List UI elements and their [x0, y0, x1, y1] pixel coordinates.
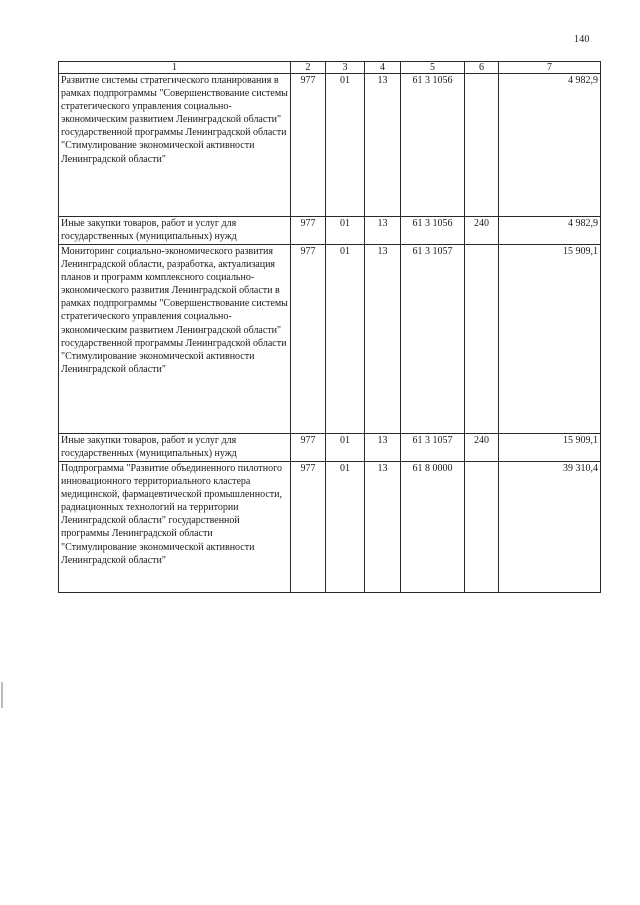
table-header [59, 62, 601, 74]
column-header-6: 6 [465, 62, 499, 74]
row-description: Мониторинг социально-экономического развития Ленинградской области, разработка, актуализация планов и программ комплексного социально-экономического развития Ленинградской области в рамках подпрограммы "Совершенствование системы стратегического управления социально-экономическим развитием Ленинградской области" государственной программы Ленинградской области "Стимулирование экономической активности Ленинградской области" [59, 245, 291, 434]
row-description: Подпрограмма "Развитие объединенного пилотного инновационного территориального кластера медицинской, фармацевтической промышленности, радиационных технологий на территории Ленинградской области" государственной программы Ленинградской области "Стимулирование экономической активности Ленинградской области" [59, 462, 291, 593]
cell-target-code: 61 3 1056 [401, 74, 465, 217]
cell-section: 01 [326, 217, 365, 245]
column-header-7: 7 [499, 62, 601, 74]
cell-amount: 4 982,9 [499, 217, 601, 245]
row-description: Иные закупки товаров, работ и услуг для государственных (муниципальных) нужд [59, 217, 291, 245]
cell-target-code: 61 3 1057 [401, 245, 465, 434]
cell-subsection: 13 [365, 434, 401, 462]
column-header-1: 1 [59, 62, 291, 74]
table-row [59, 245, 601, 434]
cell-admin-code: 977 [291, 74, 326, 217]
cell-section: 01 [326, 74, 365, 217]
table-row [59, 217, 601, 245]
column-header-2: 2 [291, 62, 326, 74]
cell-amount: 39 310,4 [499, 462, 601, 593]
budget-table [58, 61, 601, 593]
cell-expense-type [465, 74, 499, 217]
cell-expense-type [465, 462, 499, 593]
page-number: 140 [574, 34, 590, 45]
cell-subsection: 13 [365, 217, 401, 245]
table-row [59, 434, 601, 462]
cell-admin-code: 977 [291, 462, 326, 593]
cell-subsection: 13 [365, 74, 401, 217]
column-header-3: 3 [326, 62, 365, 74]
column-header-4: 4 [365, 62, 401, 74]
table-row [59, 74, 601, 217]
row-description: Иные закупки товаров, работ и услуг для государственных (муниципальных) нужд [59, 434, 291, 462]
scan-margin-mark [1, 682, 3, 708]
cell-admin-code: 977 [291, 434, 326, 462]
cell-section: 01 [326, 245, 365, 434]
cell-section: 01 [326, 462, 365, 593]
header-row [59, 62, 601, 74]
cell-expense-type: 240 [465, 434, 499, 462]
cell-target-code: 61 3 1057 [401, 434, 465, 462]
row-description: Развитие системы стратегического планирования в рамках подпрограммы "Совершенствование системы стратегического управления социально-экономическим развитием Ленинградской области" государственной программы Ленинградской области "Стимулирование экономической активности Ленинградской области" [59, 74, 291, 217]
cell-subsection: 13 [365, 462, 401, 593]
cell-amount: 15 909,1 [499, 245, 601, 434]
cell-subsection: 13 [365, 245, 401, 434]
cell-target-code: 61 8 0000 [401, 462, 465, 593]
cell-amount: 15 909,1 [499, 434, 601, 462]
cell-amount: 4 982,9 [499, 74, 601, 217]
cell-expense-type [465, 245, 499, 434]
column-header-5: 5 [401, 62, 465, 74]
cell-target-code: 61 3 1056 [401, 217, 465, 245]
cell-section: 01 [326, 434, 365, 462]
cell-admin-code: 977 [291, 217, 326, 245]
table-row [59, 462, 601, 593]
cell-expense-type: 240 [465, 217, 499, 245]
cell-admin-code: 977 [291, 245, 326, 434]
